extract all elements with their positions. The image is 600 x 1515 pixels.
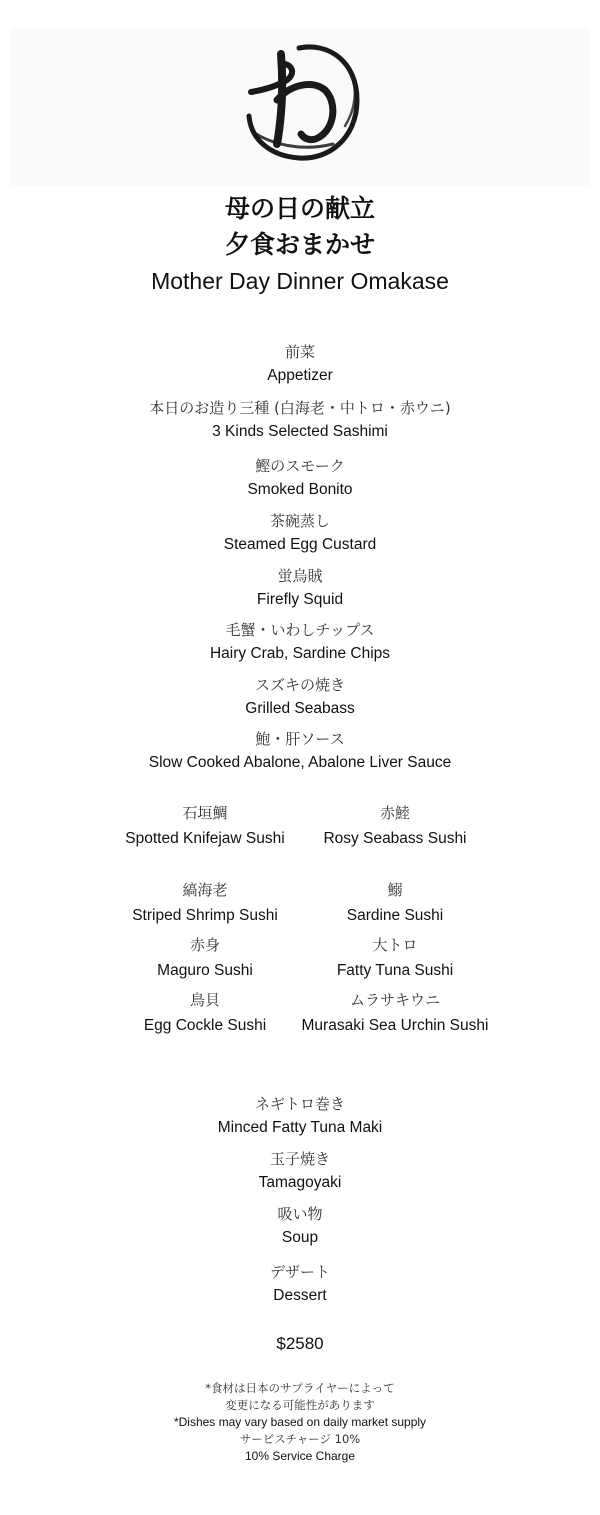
course-jp: 鮑・肝ソース: [255, 730, 345, 748]
course-jp: ネギトロ巻き: [254, 1095, 345, 1113]
course-dessert: [0, 1262, 600, 1306]
sushi-jp: 鳥貝: [189, 991, 220, 1009]
sushi-item: [110, 880, 300, 926]
course-firefly-squid: [0, 566, 600, 610]
course-jp: 毛蟹・いわしチップス: [225, 621, 375, 639]
course-en: Hairy Crab, Sardine Chips: [209, 645, 391, 662]
course-appetizer: [0, 342, 600, 386]
note-en-market: *Dishes may vary based on daily market supply: [173, 1415, 427, 1429]
course-en: Soup: [281, 1229, 319, 1246]
course-en: Steamed Egg Custard: [223, 536, 377, 553]
note-en-service: 10% Service Charge: [244, 1449, 356, 1463]
course-jp: 玉子焼き: [269, 1150, 330, 1168]
note-jp-line1: *食材は日本のサプライヤーによって: [205, 1381, 395, 1395]
course-egg-custard: [0, 511, 600, 555]
course-jp: 蛍烏賊: [277, 567, 323, 585]
sushi-jp: 赤身: [189, 936, 220, 954]
footnotes: [0, 1380, 600, 1465]
course-en: 3 Kinds Selected Sashimi: [212, 423, 388, 440]
sushi-en: Fatty Tuna Sushi: [336, 962, 454, 979]
sushi-jp: 縞海老: [182, 881, 228, 899]
course-sashimi: [0, 398, 600, 442]
sushi-en: Maguro Sushi: [157, 962, 253, 979]
course-jp: デザート: [269, 1263, 330, 1281]
course-grilled-seabass: [0, 675, 600, 719]
sushi-en: Striped Shrimp Sushi: [132, 907, 278, 924]
course-jp: 鰹のスモーク: [255, 457, 345, 475]
sushi-en: Sardine Sushi: [346, 907, 444, 924]
sushi-jp: 赤鯥: [379, 804, 410, 822]
sushi-item: [300, 990, 490, 1036]
course-smoked-bonito: [0, 456, 600, 500]
course-jp: 本日のお造り三種 (白海老・中トロ・赤ウニ): [149, 399, 451, 417]
sushi-en: Rosy Seabass Sushi: [323, 830, 467, 847]
course-en: Tamagoyaki: [258, 1174, 342, 1191]
title-en: Mother Day Dinner Omakase: [151, 268, 449, 294]
sushi-item: [110, 935, 300, 981]
course-soup: [0, 1204, 600, 1248]
title-jp-line1: 母の日の献立: [224, 194, 375, 223]
sushi-en: Spotted Knifejaw Sushi: [125, 830, 285, 847]
course-en: Smoked Bonito: [247, 481, 353, 498]
course-en: Appetizer: [267, 367, 333, 384]
sushi-item: [300, 803, 490, 849]
sushi-item: [110, 990, 300, 1036]
price: $2580: [276, 1334, 324, 1353]
course-jp: スズキの焼き: [254, 676, 345, 694]
sushi-jp: 石垣鯛: [182, 804, 228, 822]
sushi-item: [300, 880, 490, 926]
course-jp: 前菜: [284, 343, 315, 361]
sushi-en: Egg Cockle Sushi: [143, 1017, 267, 1034]
course-jp: 茶碗蒸し: [269, 512, 330, 530]
course-en: Slow Cooked Abalone, Abalone Liver Sauce: [148, 754, 452, 771]
course-en: Dessert: [273, 1287, 327, 1304]
course-tamagoyaki: [0, 1149, 600, 1193]
course-en: Firefly Squid: [256, 591, 344, 608]
title-jp-line2: 夕食おまかせ: [224, 230, 375, 259]
sushi-item: [110, 803, 300, 849]
course-negitoro-maki: [0, 1094, 600, 1138]
sushi-jp: 大トロ: [372, 936, 418, 954]
course-en: Minced Fatty Tuna Maki: [217, 1119, 383, 1136]
sushi-en: Murasaki Sea Urchin Sushi: [301, 1017, 489, 1034]
course-abalone: [0, 729, 600, 773]
sushi-jp: 鰯: [387, 881, 403, 899]
wa-calligraphy-logo: [241, 40, 361, 165]
note-jp-service: サービスチャージ 10%: [239, 1432, 361, 1446]
course-jp: 吸い物: [277, 1205, 323, 1223]
sushi-jp: ムラサキウニ: [349, 991, 440, 1009]
sushi-item: [300, 935, 490, 981]
note-jp-line2: 変更になる可能性があります: [225, 1398, 375, 1412]
course-en: Grilled Seabass: [245, 700, 355, 717]
course-hairy-crab: [0, 620, 600, 664]
